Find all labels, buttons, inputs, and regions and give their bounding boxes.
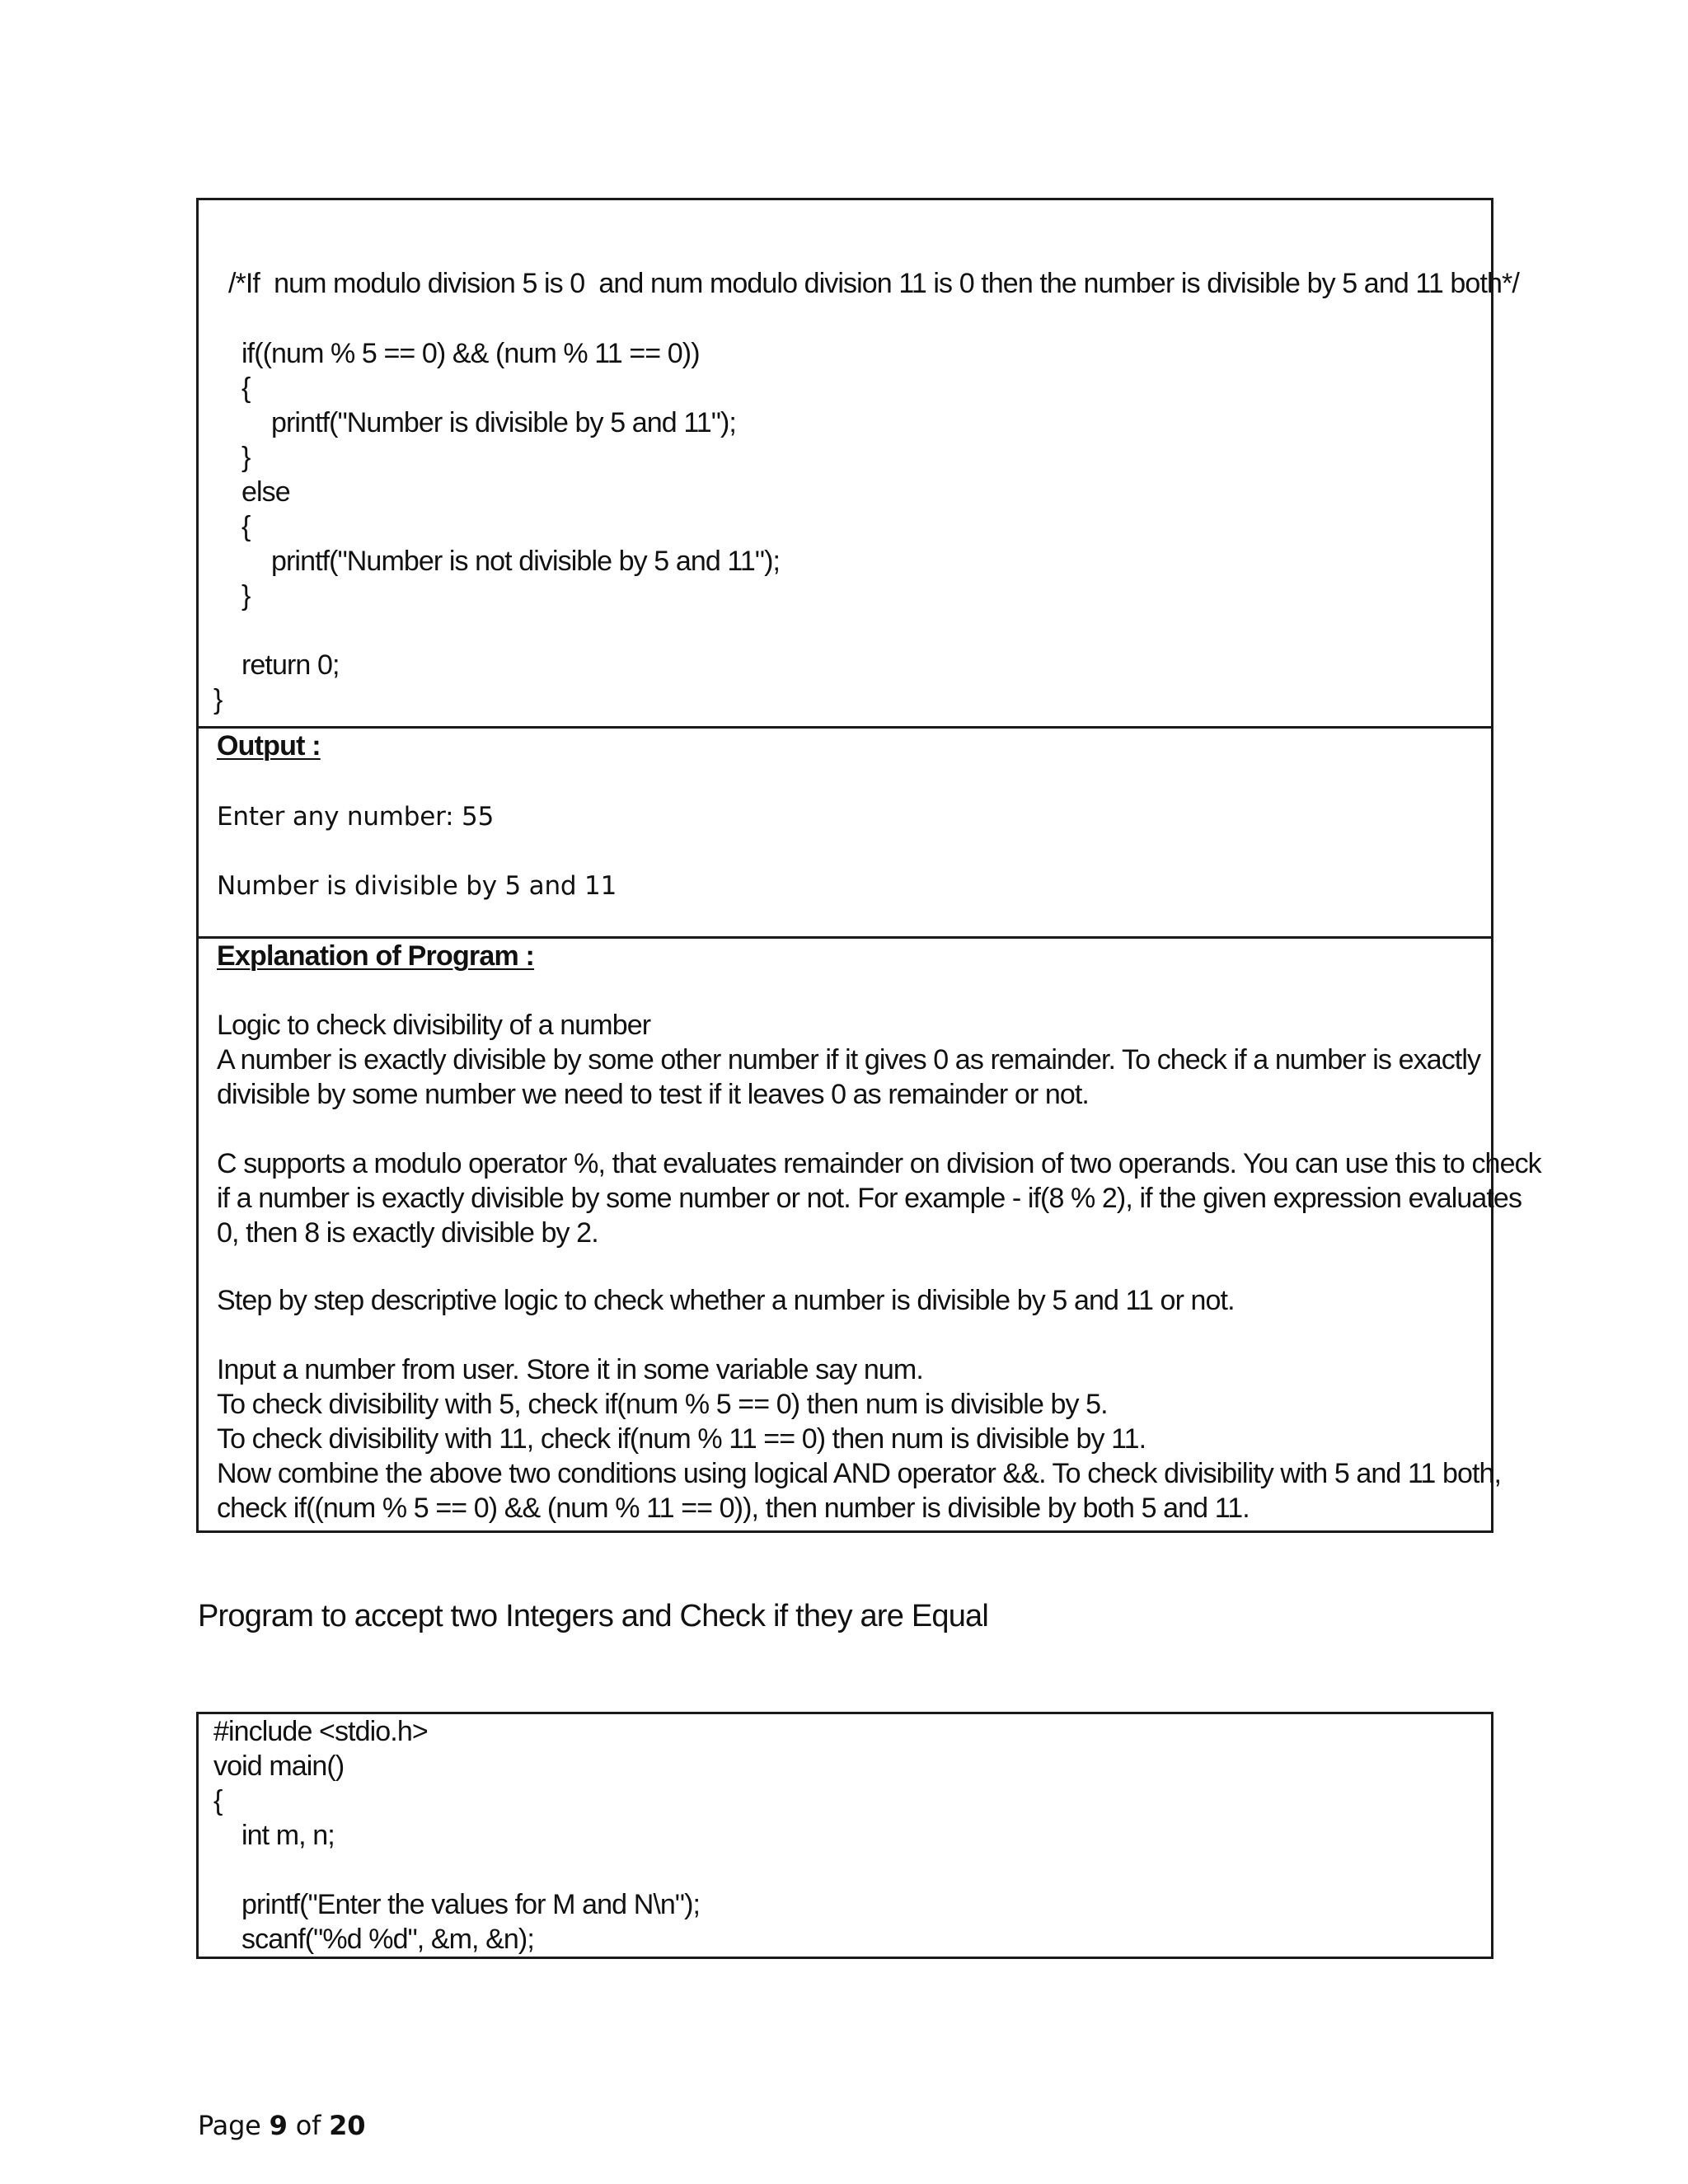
footer-of-word: of [295, 2110, 321, 2141]
footer-page-number: 9 [269, 2110, 288, 2141]
explanation-line: To check divisibility with 11, check if(num % 11 == 0) then num is divisible by 11. [217, 1423, 1146, 1455]
code-line: printf("Number is not divisible by 5 and 11"); [271, 546, 781, 577]
code-line: #include <stdio.h> [213, 1716, 428, 1747]
explanation-line: Now combine the above two conditions using logical AND operator &&. To check divisibility with 5 and 11 both, [217, 1458, 1502, 1489]
program-table [196, 198, 1541, 1533]
code-line: void main() [213, 1750, 345, 1782]
output-heading: Output : [217, 730, 321, 762]
code-section [199, 200, 1519, 726]
section-title: Program to accept two Integers and Check if they are Equal [198, 1599, 989, 1633]
explanation-heading: Explanation of Program : [217, 940, 535, 972]
code-line: { [241, 373, 251, 404]
code-line: printf("Enter the values for M and N\n"); [241, 1889, 701, 1920]
code-line: printf("Number is divisible by 5 and 11"); [271, 407, 736, 438]
code-line: } [213, 684, 223, 715]
explanation-line: Input a number from user. Store it in some variable say num. [217, 1354, 923, 1385]
explanation-line: if a number is exactly divisible by some number or not. For example - if(8 % 2), if the given expression evaluates [217, 1183, 1522, 1214]
output-line: Number is divisible by 5 and 11 [217, 871, 617, 901]
code-line: if((num % 5 == 0) && (num % 11 == 0)) [241, 338, 700, 369]
footer-page-word: Page [198, 2110, 261, 2141]
explanation-line: check if((num % 5 == 0) && (num % 11 == 0)), then number is divisible by both 5 and 11. [217, 1493, 1250, 1524]
code-line: { [241, 511, 251, 542]
explanation-section [199, 936, 1541, 1533]
explanation-line: Logic to check divisibility of a number [217, 1010, 651, 1041]
code-line: } [241, 442, 251, 473]
explanation-line: 0, then 8 is exactly divisible by 2. [217, 1217, 598, 1249]
explanation-line: C supports a modulo operator %, that evaluates remainder on division of two operands. You can use this to check [217, 1148, 1541, 1179]
program-code-box [196, 1712, 1493, 1959]
output-section [199, 726, 1491, 936]
explanation-line: To check divisibility with 5, check if(num % 5 == 0) then num is divisible by 5. [217, 1389, 1108, 1420]
output-line: Enter any number: 55 [217, 802, 495, 832]
page-footer [198, 2110, 365, 2141]
footer-total-pages: 20 [329, 2110, 366, 2141]
explanation-line: Step by step descriptive logic to check whether a number is divisible by 5 and 11 or not. [217, 1285, 1235, 1316]
code-line: return 0; [241, 649, 340, 681]
code-line: scanf("%d %d", &m, &n); [241, 1924, 534, 1955]
explanation-line: divisible by some number we need to test if it leaves 0 as remainder or not. [217, 1079, 1089, 1110]
code-line: int m, n; [241, 1820, 335, 1851]
code-line: { [213, 1785, 223, 1816]
code-line: } [241, 580, 251, 612]
explanation-line: A number is exactly divisible by some other number if it gives 0 as remainder. To check if a number is exactly [217, 1044, 1481, 1076]
code-comment: /*If num modulo division 5 is 0 and num modulo division 11 is 0 then the number is divisible by 5 and 11 both*/ [228, 268, 1519, 299]
code-line: else [241, 476, 290, 508]
